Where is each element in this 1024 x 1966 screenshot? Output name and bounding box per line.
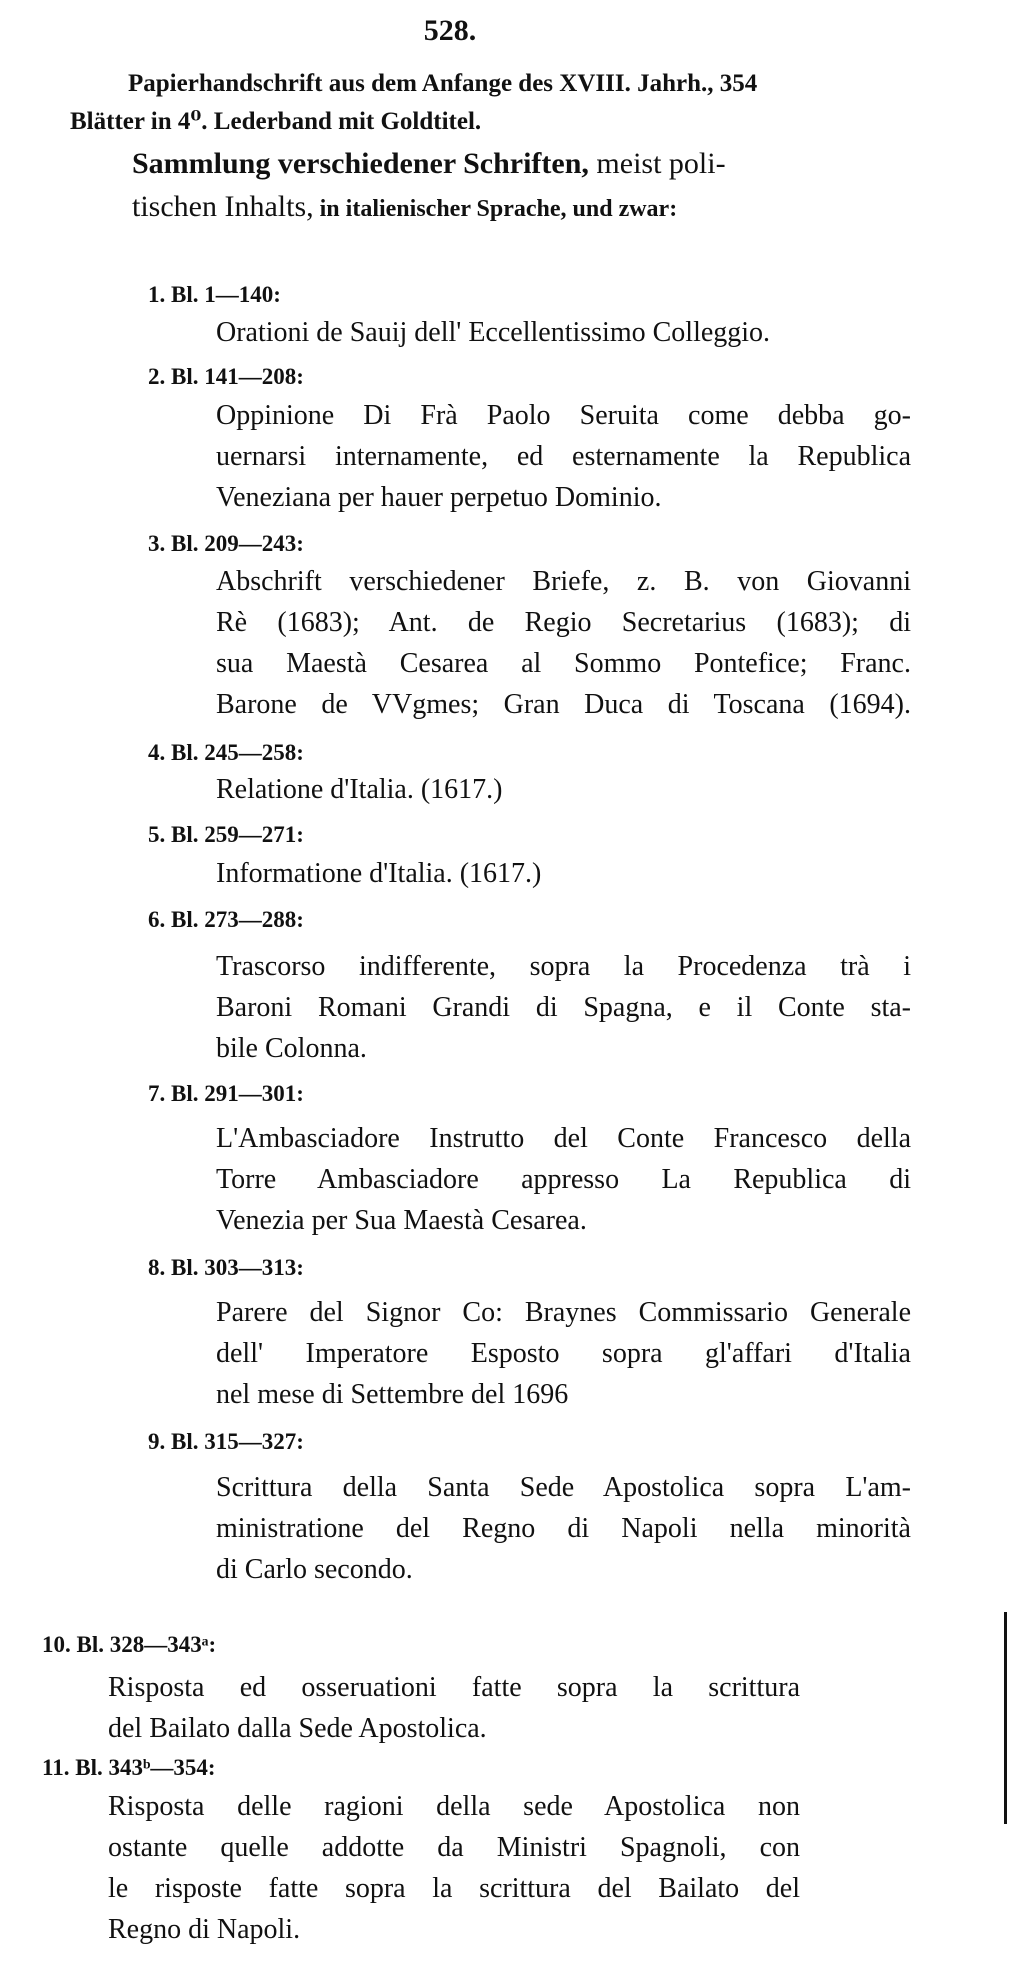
- description-line-2: [132, 190, 677, 224]
- entry-head-11: 11. Bl. 343ᵇ—354:: [42, 1755, 216, 1780]
- entry-line: Regno di Napoli.: [108, 1914, 301, 1945]
- description-line-2-small: in italienischer Sprache, und zwar:: [313, 196, 678, 222]
- header-line-1: Papierhandschrift aus dem Anfange des XVIII. Jahrh., 354: [128, 70, 758, 97]
- entry-line: del Bailato dalla Sede Apostolica.: [108, 1713, 487, 1744]
- entry-body-7: [216, 1118, 911, 1241]
- entry-head-9: 9. Bl. 315—327:: [148, 1429, 304, 1454]
- entry-body-6: [216, 946, 911, 1069]
- entry-line: Oppinione Di Frà Paolo Seruita come debba go-: [216, 400, 911, 431]
- entry-line: Veneziana per hauer perpetuo Dominio.: [216, 482, 662, 513]
- entry-body-10: [108, 1667, 800, 1749]
- entry-line: Scrittura della Santa Sede Apostolica sopra L'am-: [216, 1472, 911, 1503]
- entry-line: le risposte fatte sopra la scrittura del Bailato del: [108, 1873, 800, 1904]
- entry-head-6: 6. Bl. 273—288:: [148, 907, 304, 932]
- entry-line: L'Ambasciadore Instrutto del Conte Francesco della: [216, 1123, 911, 1154]
- entry-head-8: 8. Bl. 303—313:: [148, 1255, 304, 1280]
- entry-line: Informatione d'Italia. (1617.): [216, 858, 542, 889]
- entry-line: Relatione d'Italia. (1617.): [216, 774, 503, 805]
- description-line-1: [132, 147, 726, 181]
- entry-line: uernarsi internamente, ed esternamente la Republica: [216, 441, 911, 472]
- entry-line: ministratione del Regno di Napoli nella minorità: [216, 1513, 911, 1544]
- entry-body-1: [216, 312, 911, 353]
- entry-line: dell' Imperatore Esposto sopra gl'affari d'Italia: [216, 1338, 911, 1369]
- entry-line: Barone de VVgmes; Gran Duca di Toscana (1694).: [216, 689, 911, 720]
- entry-head-5: 5. Bl. 259—271:: [148, 822, 304, 847]
- header-line-2: Blätter in 4⁰. Lederband mit Goldtitel.: [70, 108, 482, 135]
- entry-line: Torre Ambasciadore appresso La Republica di: [216, 1164, 911, 1195]
- entry-body-5: [216, 853, 911, 894]
- entry-line: Risposta delle ragioni della sede Apostolica non: [108, 1791, 800, 1822]
- entry-head-1: 1. Bl. 1—140:: [148, 282, 281, 307]
- entry-line: di Carlo secondo.: [216, 1554, 413, 1585]
- entry-body-9: [216, 1467, 911, 1590]
- entry-body-4: [216, 769, 911, 810]
- entry-line: Parere del Signor Co: Braynes Commissario Generale: [216, 1297, 911, 1328]
- entry-line: nel mese di Settembre del 1696: [216, 1379, 569, 1410]
- entry-body-11: [108, 1786, 800, 1950]
- entry-head-2: 2. Bl. 141—208:: [148, 364, 304, 389]
- page-number: 528.: [423, 14, 477, 47]
- entry-line: Rè (1683); Ant. de Regio Secretarius (1683); di: [216, 607, 911, 638]
- entry-line: bile Colonna.: [216, 1033, 367, 1064]
- entry-line: Risposta ed osseruationi fatte sopra la scrittura: [108, 1672, 800, 1703]
- entry-line: Baroni Romani Grandi di Spagna, e il Conte sta-: [216, 992, 911, 1023]
- entry-body-2: [216, 395, 911, 518]
- entry-head-10: 10. Bl. 328—343ᵃ:: [42, 1632, 217, 1657]
- collection-title: Sammlung verschiedener Schriften,: [132, 147, 589, 180]
- entry-head-3: 3. Bl. 209—243:: [148, 531, 304, 556]
- entry-line: Venezia per Sua Maestà Cesarea.: [216, 1205, 587, 1236]
- entry-line: Trascorso indifferente, sopra la Procedenza trà i: [216, 951, 911, 982]
- entry-body-8: [216, 1292, 911, 1415]
- entry-head-7: 7. Bl. 291—301:: [148, 1081, 304, 1106]
- description-line-2-main: tischen Inhalts,: [132, 190, 314, 223]
- margin-rule: [1004, 1612, 1007, 1824]
- entry-line: Abschrift verschiedener Briefe, z. B. von Giovanni: [216, 566, 911, 597]
- entry-line: Orationi de Sauij dell' Eccellentissimo Colleggio.: [216, 317, 771, 348]
- entry-line: sua Maestà Cesarea al Sommo Pontefice; Franc.: [216, 648, 911, 679]
- entry-body-3: [216, 561, 911, 725]
- entry-head-4: 4. Bl. 245—258:: [148, 740, 304, 765]
- description-line-1-rest: meist poli-: [588, 147, 726, 180]
- entry-line: ostante quelle addotte da Ministri Spagnoli, con: [108, 1832, 800, 1863]
